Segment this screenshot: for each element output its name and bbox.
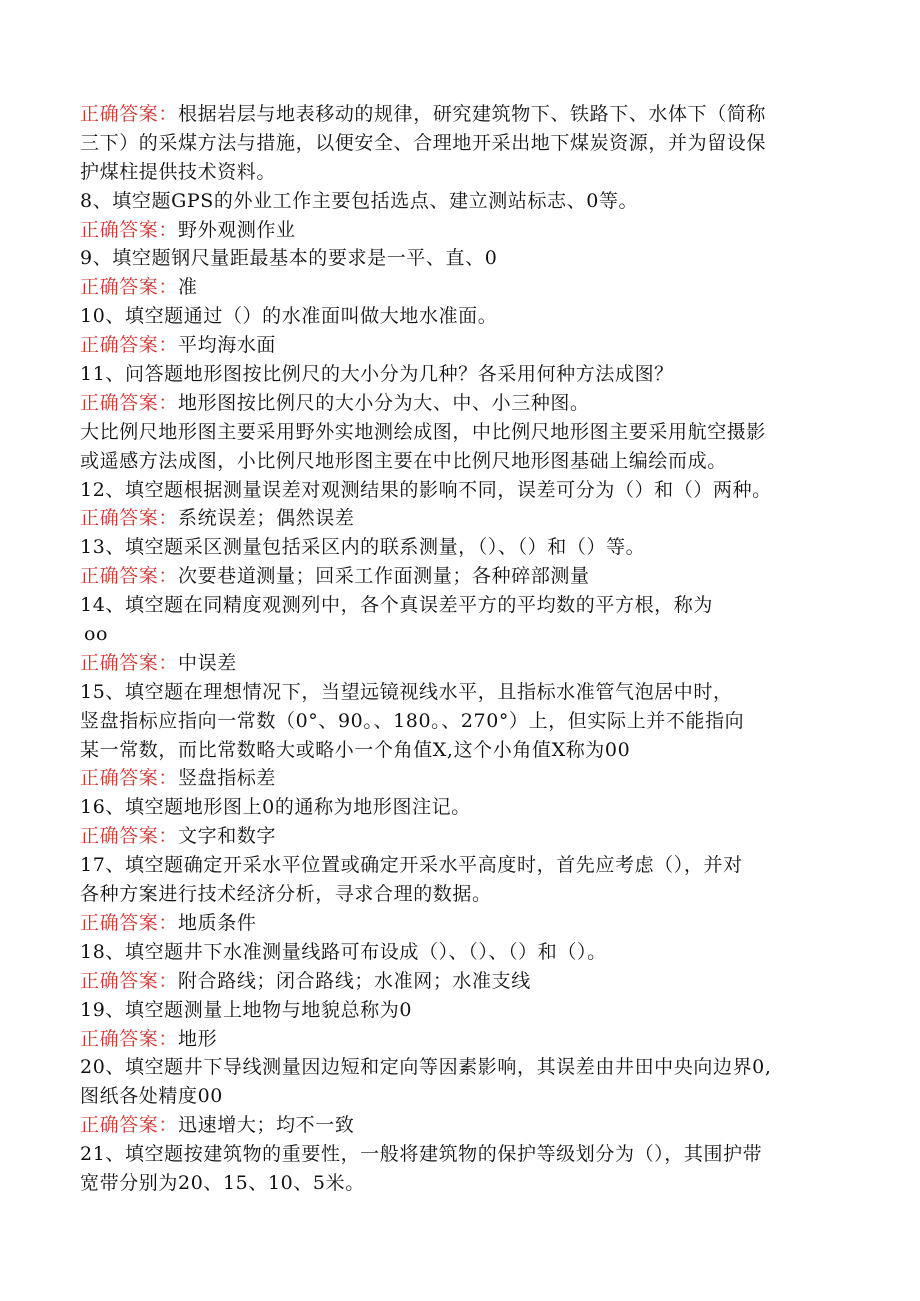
text-line: 竖盘指标应指向一常数（0°、90。、180。、270°）上，但实际上并不能指向 [80, 709, 745, 732]
answer-text: 文字和数字 [178, 825, 277, 848]
text-line: 大比例尺地形图主要采用野外实地测绘成图，中比例尺地形图主要采用航空摄影 [80, 420, 767, 443]
question-line: 10、填空题通过（）的水准面叫做大地水准面。 [80, 305, 498, 328]
answer-text: 附合路线；闭合路线；水准网；水准支线 [178, 969, 531, 992]
text-line: 或遥感方法成图，小比例尺地形图主要在中比例尺地形图基础上编绘而成。 [80, 449, 727, 472]
question-line: 18、填空题井下水准测量线路可布设成（）、（）、（）和（）。 [80, 940, 607, 963]
text-line: 图纸各处精度00 [80, 1085, 223, 1108]
question-line: 15、填空题在理想情况下，当望远镜视线水平，且指标水准管气泡居中时， [80, 680, 733, 703]
answer-label: 正确答案： [80, 911, 179, 934]
question-line: 9、填空题钢尺量距最基本的要求是一平、直、0 [80, 247, 498, 270]
question-line: 20、填空题井下导线测量因边短和定向等因素影响，其误差由井田中央向边界0, [80, 1056, 772, 1079]
question-line: 8、填空题GPS的外业工作主要包括选点、建立测站标志、0等。 [80, 189, 639, 212]
answer-label: 正确答案： [80, 334, 179, 357]
answer-line [80, 967, 850, 996]
answer-line [80, 649, 850, 678]
text-line: 护煤柱提供技术资料。 [80, 160, 277, 183]
answer-label: 正确答案： [80, 1114, 179, 1137]
answer-line [80, 389, 850, 418]
answer-label: 正确答案： [80, 1027, 179, 1050]
text-line: 宽带分别为20、15、10、5米。 [80, 1171, 365, 1194]
answer-line [80, 764, 850, 793]
text-line: 某一常数，而比常数略大或略小一个角值X,这个小角值X称为00 [80, 738, 631, 761]
question-line: 13、填空题采区测量包括采区内的联系测量，（）、（）和（）等。 [80, 536, 646, 559]
question-line: 14、填空题在同精度观测列中，各个真误差平方的平均数的平方根，称为 [80, 594, 713, 617]
answer-text: 系统误差；偶然误差 [178, 507, 355, 530]
answer-label: 正确答案： [80, 651, 179, 674]
answer-line [80, 504, 850, 533]
answer-line [80, 216, 850, 245]
answer-label: 正确答案： [80, 969, 179, 992]
answer-text: 地形图按比例尺的大小分为大、中、小三种图。 [178, 391, 590, 414]
answer-line [80, 909, 850, 938]
document-page [80, 100, 850, 1198]
answer-line [80, 331, 850, 360]
answer-text: 野外观测作业 [178, 218, 296, 241]
answer-text: 准 [178, 276, 198, 299]
answer-text: 迅速增大；均不一致 [178, 1114, 355, 1137]
answer-line [80, 562, 850, 591]
answer-line [80, 1111, 850, 1140]
answer-text: 竖盘指标差 [178, 767, 277, 790]
answer-label: 正确答案： [80, 825, 179, 848]
answer-text: 中误差 [178, 651, 237, 674]
answer-label: 正确答案： [80, 565, 179, 588]
text-line: oo [84, 623, 109, 646]
answer-label: 正确答案： [80, 276, 179, 299]
answer-text: 次要巷道测量；回采工作面测量；各种碎部测量 [178, 565, 590, 588]
answer-label: 正确答案： [80, 767, 179, 790]
text-line: 三下）的采煤方法与措施，以便安全、合理地开采出地下煤炭资源，并为留设保 [80, 131, 767, 154]
answer-line [80, 822, 850, 851]
answer-label: 正确答案： [80, 507, 179, 530]
question-line: 11、问答题地形图按比例尺的大小分为几种？各采用何种方法成图？ [80, 363, 674, 386]
answer-text: 地质条件 [178, 911, 257, 934]
answer-line [80, 273, 850, 302]
question-line: 21、填空题按建筑物的重要性，一般将建筑物的保护等级划分为（），其围护带 [80, 1143, 763, 1166]
question-line: 12、填空题根据测量误差对观测结果的影响不同，误差可分为（）和（）两种。 [80, 478, 772, 501]
answer-text: 平均海水面 [178, 334, 277, 357]
answer-label: 正确答案： [80, 391, 179, 414]
answer-line [80, 1025, 850, 1054]
answer-label: 正确答案： [80, 103, 179, 125]
question-line: 17、填空题确定开采水平位置或确定开采水平高度时，首先应考虑（），并对 [80, 854, 743, 877]
question-line: 19、填空题测量上地物与地貌总称为0 [80, 998, 413, 1021]
answer-line [80, 100, 850, 129]
text-line: 各种方案进行技术经济分析，寻求合理的数据。 [80, 883, 492, 906]
answer-label: 正确答案： [80, 218, 179, 241]
answer-text: 根据岩层与地表移动的规律，研究建筑物下、铁路下、水体下（简称 [178, 103, 767, 125]
answer-text: 地形 [178, 1027, 218, 1050]
question-line: 16、填空题地形图上0的通称为地形图注记。 [80, 796, 471, 819]
